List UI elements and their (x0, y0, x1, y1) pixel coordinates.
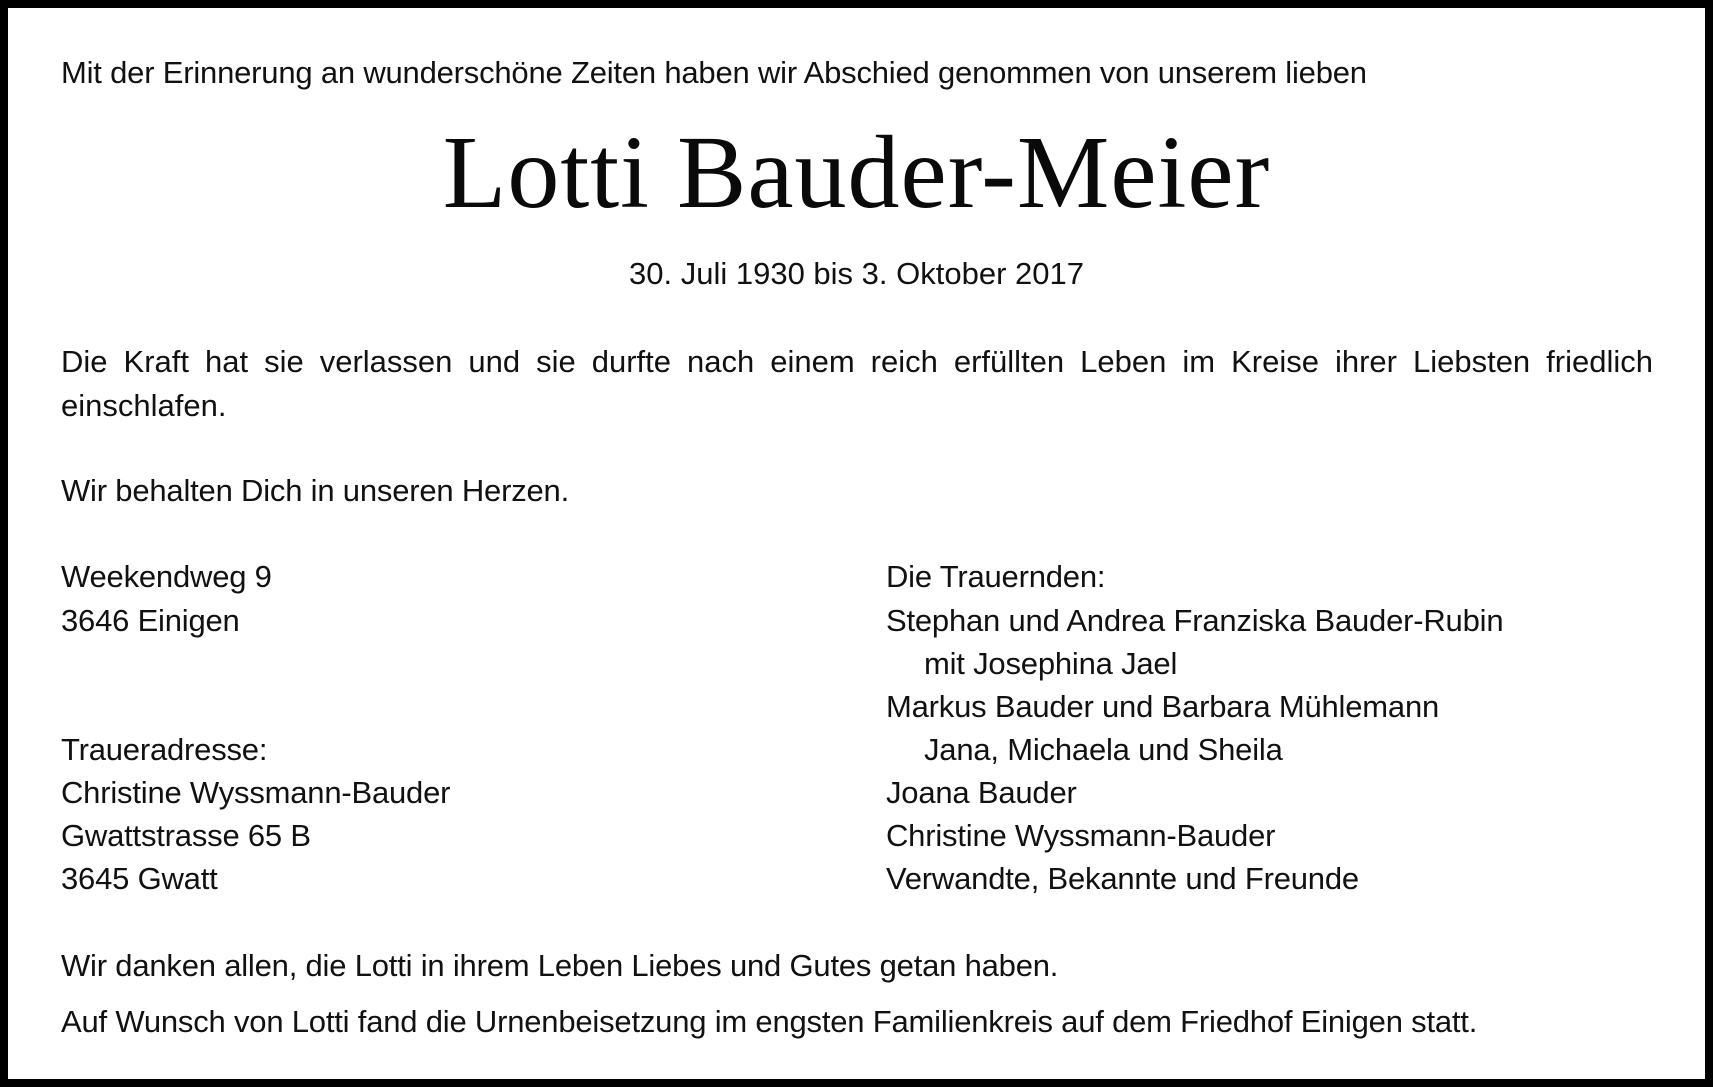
mourning-address-name: Christine Wyssmann-Bauder (61, 775, 451, 810)
hearts-line: Wir behalten Dich in unseren Herzen. (61, 473, 569, 508)
life-dates: 30. Juli 1930 bis 3. Oktober 2017 (629, 256, 1084, 291)
mourner-line: Markus Bauder und Barbara Mühlemann (886, 689, 1440, 724)
mourner-line: Christine Wyssmann-Bauder (886, 818, 1276, 853)
address-city: 3646 Einigen (61, 603, 240, 638)
deceased-name: Lotti Bauder-Meier (442, 115, 1271, 230)
mourning-address-city: 3645 Gwatt (61, 861, 218, 896)
mourners-label: Die Trauernden: (886, 559, 1106, 594)
mourner-line-indented: Jana, Michaela und Sheila (924, 732, 1283, 767)
mourner-line: Joana Bauder (886, 775, 1077, 810)
mourner-line: Verwandte, Bekannte und Freunde (886, 861, 1359, 896)
thanks-line: Wir danken allen, die Lotti in ihrem Leben Liebes und Gutes getan haben. (61, 948, 1059, 983)
intro-text: Mit der Erinnerung an wunderschöne Zeiten haben wir Abschied genommen von unserem lieben (61, 55, 1367, 90)
mourner-line-indented: mit Josephina Jael (924, 646, 1178, 681)
mourner-line: Stephan und Andrea Franziska Bauder-Rubin (886, 603, 1504, 638)
burial-note: Auf Wunsch von Lotti fand die Urnenbeisetzung im engsten Familienkreis auf dem Friedhof Einigen statt. (61, 1004, 1478, 1039)
mourning-address-street: Gwattstrasse 65 B (61, 818, 311, 853)
address-street: Weekendweg 9 (61, 559, 272, 594)
mourning-address-label: Traueradresse: (61, 732, 268, 767)
farewell-paragraph: Die Kraft hat sie verlassen und sie durfte nach einem reich erfüllten Leben im Kreise ihrer Liebsten friedlich einschlafen. (61, 344, 1653, 423)
